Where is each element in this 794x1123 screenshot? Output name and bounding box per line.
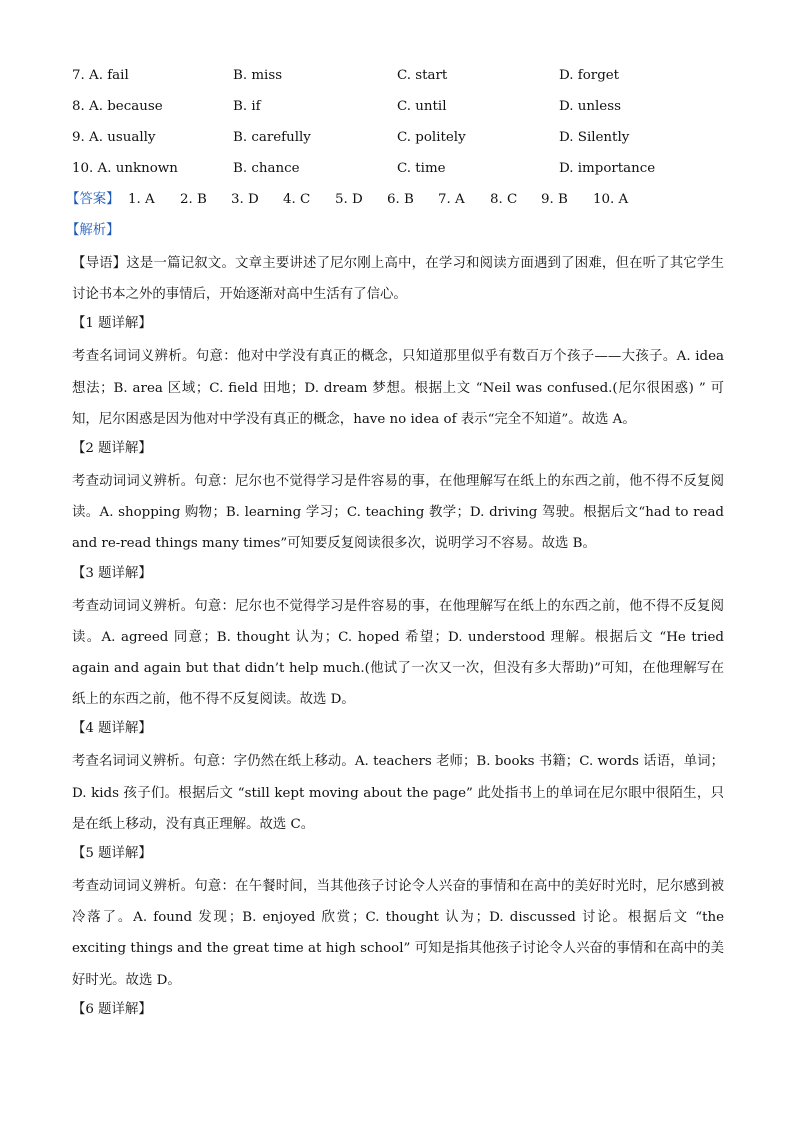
detail-heading: 【4 题详解】 <box>72 721 152 737</box>
answer-item: 1. A <box>128 192 155 207</box>
option-b: B. miss <box>233 68 283 83</box>
answer-item: 6. B <box>387 192 414 207</box>
detail-heading: 【3 题详解】 <box>72 565 152 581</box>
detail-paragraph: 考查名词词义辨析。句意：他对中学没有真正的概念，只知道那里似乎有数百万个孩子——大孩子。A. idea 想法；B. area 区域；C. field 田地；D. dream 梦想。根据上文 “Neil was confused.(尼尔很困惑) ” 可知，尼尔困惑是因为他对中学没有真正的概念，have no idea of 表示“完全不知道”。故选 A。 <box>72 349 724 427</box>
option-d: D. unless <box>559 99 621 114</box>
detail-heading: 【2 题详解】 <box>72 441 152 457</box>
detail-heading: 【5 题详解】 <box>72 846 152 862</box>
option-row <box>72 155 724 186</box>
option-row <box>72 93 724 124</box>
option-c: C. politely <box>397 130 466 145</box>
analysis-label: 【解析】 <box>66 223 120 238</box>
answer-item: 8. C <box>490 192 518 207</box>
option-a: 9. A. usually <box>72 130 156 145</box>
detail-heading: 【1 题详解】 <box>72 316 152 332</box>
option-c: C. until <box>397 99 447 114</box>
option-b: B. chance <box>233 161 300 176</box>
detail-paragraph: 考查名词词义辨析。句意：字仍然在纸上移动。A. teachers 老师；B. books 书籍；C. words 话语，单词；D. kids 孩子们。根据后文 “still kept moving about the page” 此处指书上的单词在尼尔眼中很陌生，只是在纸上移动，没有真正理解。故选 C。 <box>72 754 724 832</box>
document-page <box>66 62 724 1027</box>
answer-item: 4. C <box>283 192 311 207</box>
option-row <box>72 124 724 155</box>
answer-label: 【答案】 <box>66 192 120 207</box>
option-a: 10. A. unknown <box>72 161 178 176</box>
option-b: B. if <box>233 99 261 114</box>
detail-paragraph: 考查动词词义辨析。句意：在午餐时间，当其他孩子讨论令人兴奋的事情和在高中的美好时光时，尼尔感到被冷落了。A. found 发现；B. enjoyed 欣赏；C. thought 认为；D. discussed 讨论。根据后文 “the exciting things and the great time at high school” 可知是指其他孩子讨论令人兴奋的事情和在高中的美好时光。故选 D。 <box>72 879 724 988</box>
answer-item: 3. D <box>231 192 259 207</box>
answer-row <box>66 186 724 217</box>
option-c: C. time <box>397 161 446 176</box>
answer-item: 5. D <box>335 192 363 207</box>
answer-item: 10. A <box>593 192 629 207</box>
option-a: 7. A. fail <box>72 68 129 83</box>
answer-item: 2. B <box>180 192 207 207</box>
option-d: D. Silently <box>559 130 630 145</box>
detail-heading: 【6 题详解】 <box>72 1001 152 1017</box>
option-c: C. start <box>397 68 448 83</box>
answer-item: 9. B <box>541 192 568 207</box>
option-a: 8. A. because <box>72 99 163 114</box>
detail-paragraph: 考查动词词义辨析。句意：尼尔也不觉得学习是件容易的事，在他理解写在纸上的东西之前，他不得不反复阅读。A. shopping 购物；B. learning 学习；C. teaching 教学；D. driving 驾驶。根据后文“had to read and re-read things many times”可知要反复阅读很多次，说明学习不容易。故选 B。 <box>72 474 724 552</box>
detail-paragraph: 考查动词词义辨析。句意：尼尔也不觉得学习是件容易的事，在他理解写在纸上的东西之前，他不得不反复阅读。A. agreed 同意；B. thought 认为；C. hoped 希望；D. understood 理解。根据后文 “He tried again and again but that didn’t help much.(他试了一次又一次，但没有多大帮助)”可知，在他理解写在纸上的东西之前，他不得不反复阅读。故选 D。 <box>72 598 724 708</box>
option-d: D. importance <box>559 161 656 176</box>
option-d: D. forget <box>559 68 620 83</box>
intro-paragraph: 【导语】这是一篇记叙文。文章主要讲述了尼尔刚上高中，在学习和阅读方面遇到了困难，但在听了其它学生讨论书本之外的事情后，开始逐渐对高中生活有了信心。 <box>72 256 724 303</box>
answer-item: 7. A <box>438 192 465 207</box>
option-b: B. carefully <box>233 130 311 145</box>
option-row <box>72 62 724 93</box>
